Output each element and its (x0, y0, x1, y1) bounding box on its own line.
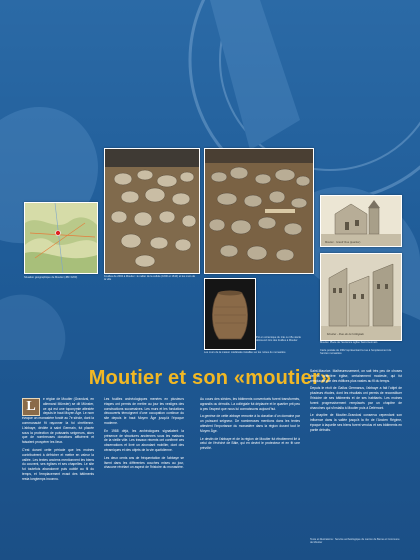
paragraph: La genèse de cette abbaye remonte à la donation d'un domaine par un puissant seigneur. De nombreuses mentions dans les textes attestent l'importance du monastère dans la région durant tout le Moyen Âge. (200, 414, 300, 433)
drop-cap: L (22, 398, 40, 416)
excavation-photo-right (204, 148, 314, 274)
paragraph: Les fouilles archéologiques menées en plusieurs étapes ont permis de mettre au jour les vestiges des constructions successives. Les murs et les fondations découverts témoignent d'une occupation continue du site depuis le haut Moyen Âge jusqu'à l'époque moderne. (104, 397, 184, 425)
map-image (24, 202, 98, 274)
paragraph: Le destin de l'abbaye et de la région de Moutier fut étroitement lié à celui de l'évêché de Bâle, qui en devint le protecteur et en fit une prévôté. (200, 436, 300, 451)
postcard-graphic (321, 254, 401, 340)
text-column-1 (22, 397, 94, 485)
paragraph: Le chapitre de Moutier-Grandval conserva cependant son influence dans la vallée jusqu'à la fin de l'Ancien Régime, époque à laquelle ses biens furent vendus et ses bâtiments en partie détruits. (310, 413, 402, 432)
paragraph: Saint-Maurice. Malheureusement, on sait très peu de choses de la première église, certainement modeste, qui fut remplacée par des édifices plus vastes au fil du temps. (310, 369, 402, 383)
map-graphic (25, 203, 97, 273)
paragraph: En 1988 déjà, les archéologues signalaient la présence de structures anciennes sous les maisons de la vieille ville. Les travaux récents ont confirmé ces observations et livré un abondant mobilier, dont des céramiques et des objets de la vie quotidienne. (104, 428, 184, 452)
text-column-4 (310, 369, 402, 436)
text-column-2 (104, 397, 184, 473)
credits: Texte et illustrations : Service archéologique du canton de Berne et Commune de Moutier (310, 538, 400, 545)
postcard-text: Moutier - Rue de la Collégiale (327, 332, 364, 336)
paragraph: Au cours des siècles, les bâtiments conventuels furent transformés, agrandis ou démolis. La collégiale fut déplacée et le quartier prit peu à peu l'aspect que nous lui connaissons aujourd'hui. (200, 397, 300, 411)
excavation-photo-left (104, 148, 200, 274)
text-column-3 (200, 397, 300, 454)
church-caption: Moutier. Place de l'ancienne église Saint-Germain (320, 341, 378, 344)
paragraph: Depuis le récit de Gallus Germanus, l'abbaye a fait l'objet de plusieurs études, dont les résultats ont permis de reconstituer l'histoire de ses bâtiments et de ses habitants. Les moines furent progressivement remplacés par un chapitre de chanoines qui s'installa à Moutier puis à Delémont. (310, 386, 402, 410)
pot-caption: Pot en céramique du 14e ou 15e siècle découvert lors des fouilles à Moutier (256, 336, 301, 343)
page-title: Moutier et son «moutier» (88, 367, 332, 389)
pot-photo (204, 278, 256, 350)
excavation-left-caption: Fouilles de 2002 à Moutier : le radier de la cellule (1600 et 1610) et les murs de la ville (104, 275, 196, 282)
church-photo (320, 195, 402, 247)
excavation-graphic-right (205, 149, 313, 273)
postcard-caption: Carte postale de 1902 représentant la rue à l'emplacement de l'ancien monastère (320, 349, 392, 356)
excavation-right-caption: Les murs de la maison médiévale installée sur les ruines du monastère (204, 351, 286, 354)
paragraph: e région de Moutier (Grandval, en allemand Münster) se dit Münster, ce qui est une toponymie attestée depuis le haut Moyen Âge. Le nom évoque un monastère fondé au 7e siècle, dont la communauté fit rayonner la foi chrétienne. L'abbaye, dédiée à saint Germain, fut placée sous la protection de puissants seigneurs, alors que de nombreuses donations affluèrent et faisaient prospérer les lieux. (22, 397, 94, 445)
church-graphic (321, 196, 401, 246)
pot-graphic (205, 279, 255, 349)
paragraph: Les deux cents ans de fréquentation de l'abbaye se lisent dans les différentes couches mises au jour, chacune révélant un aspect de l'histoire du monastère. (104, 455, 184, 470)
paragraph: C'est durant cette période que les moines contribuèrent à défricher et mettre en valeur la vallée. Les textes anciens mentionnent les biens du couvent, ses églises et ses chapelles. Le site fut toutefois abandonné puis oublié au fil du temps, et l'emplacement exact des bâtiments resta longtemps inconnu. (22, 447, 94, 481)
map-caption: Situation géographique de Moutier (JBF 0200) (24, 276, 78, 279)
church-photo-text: Moutier · Grand' Rue (quartier) (325, 241, 361, 244)
postcard-photo (320, 253, 402, 341)
excavation-graphic-left (105, 149, 199, 273)
